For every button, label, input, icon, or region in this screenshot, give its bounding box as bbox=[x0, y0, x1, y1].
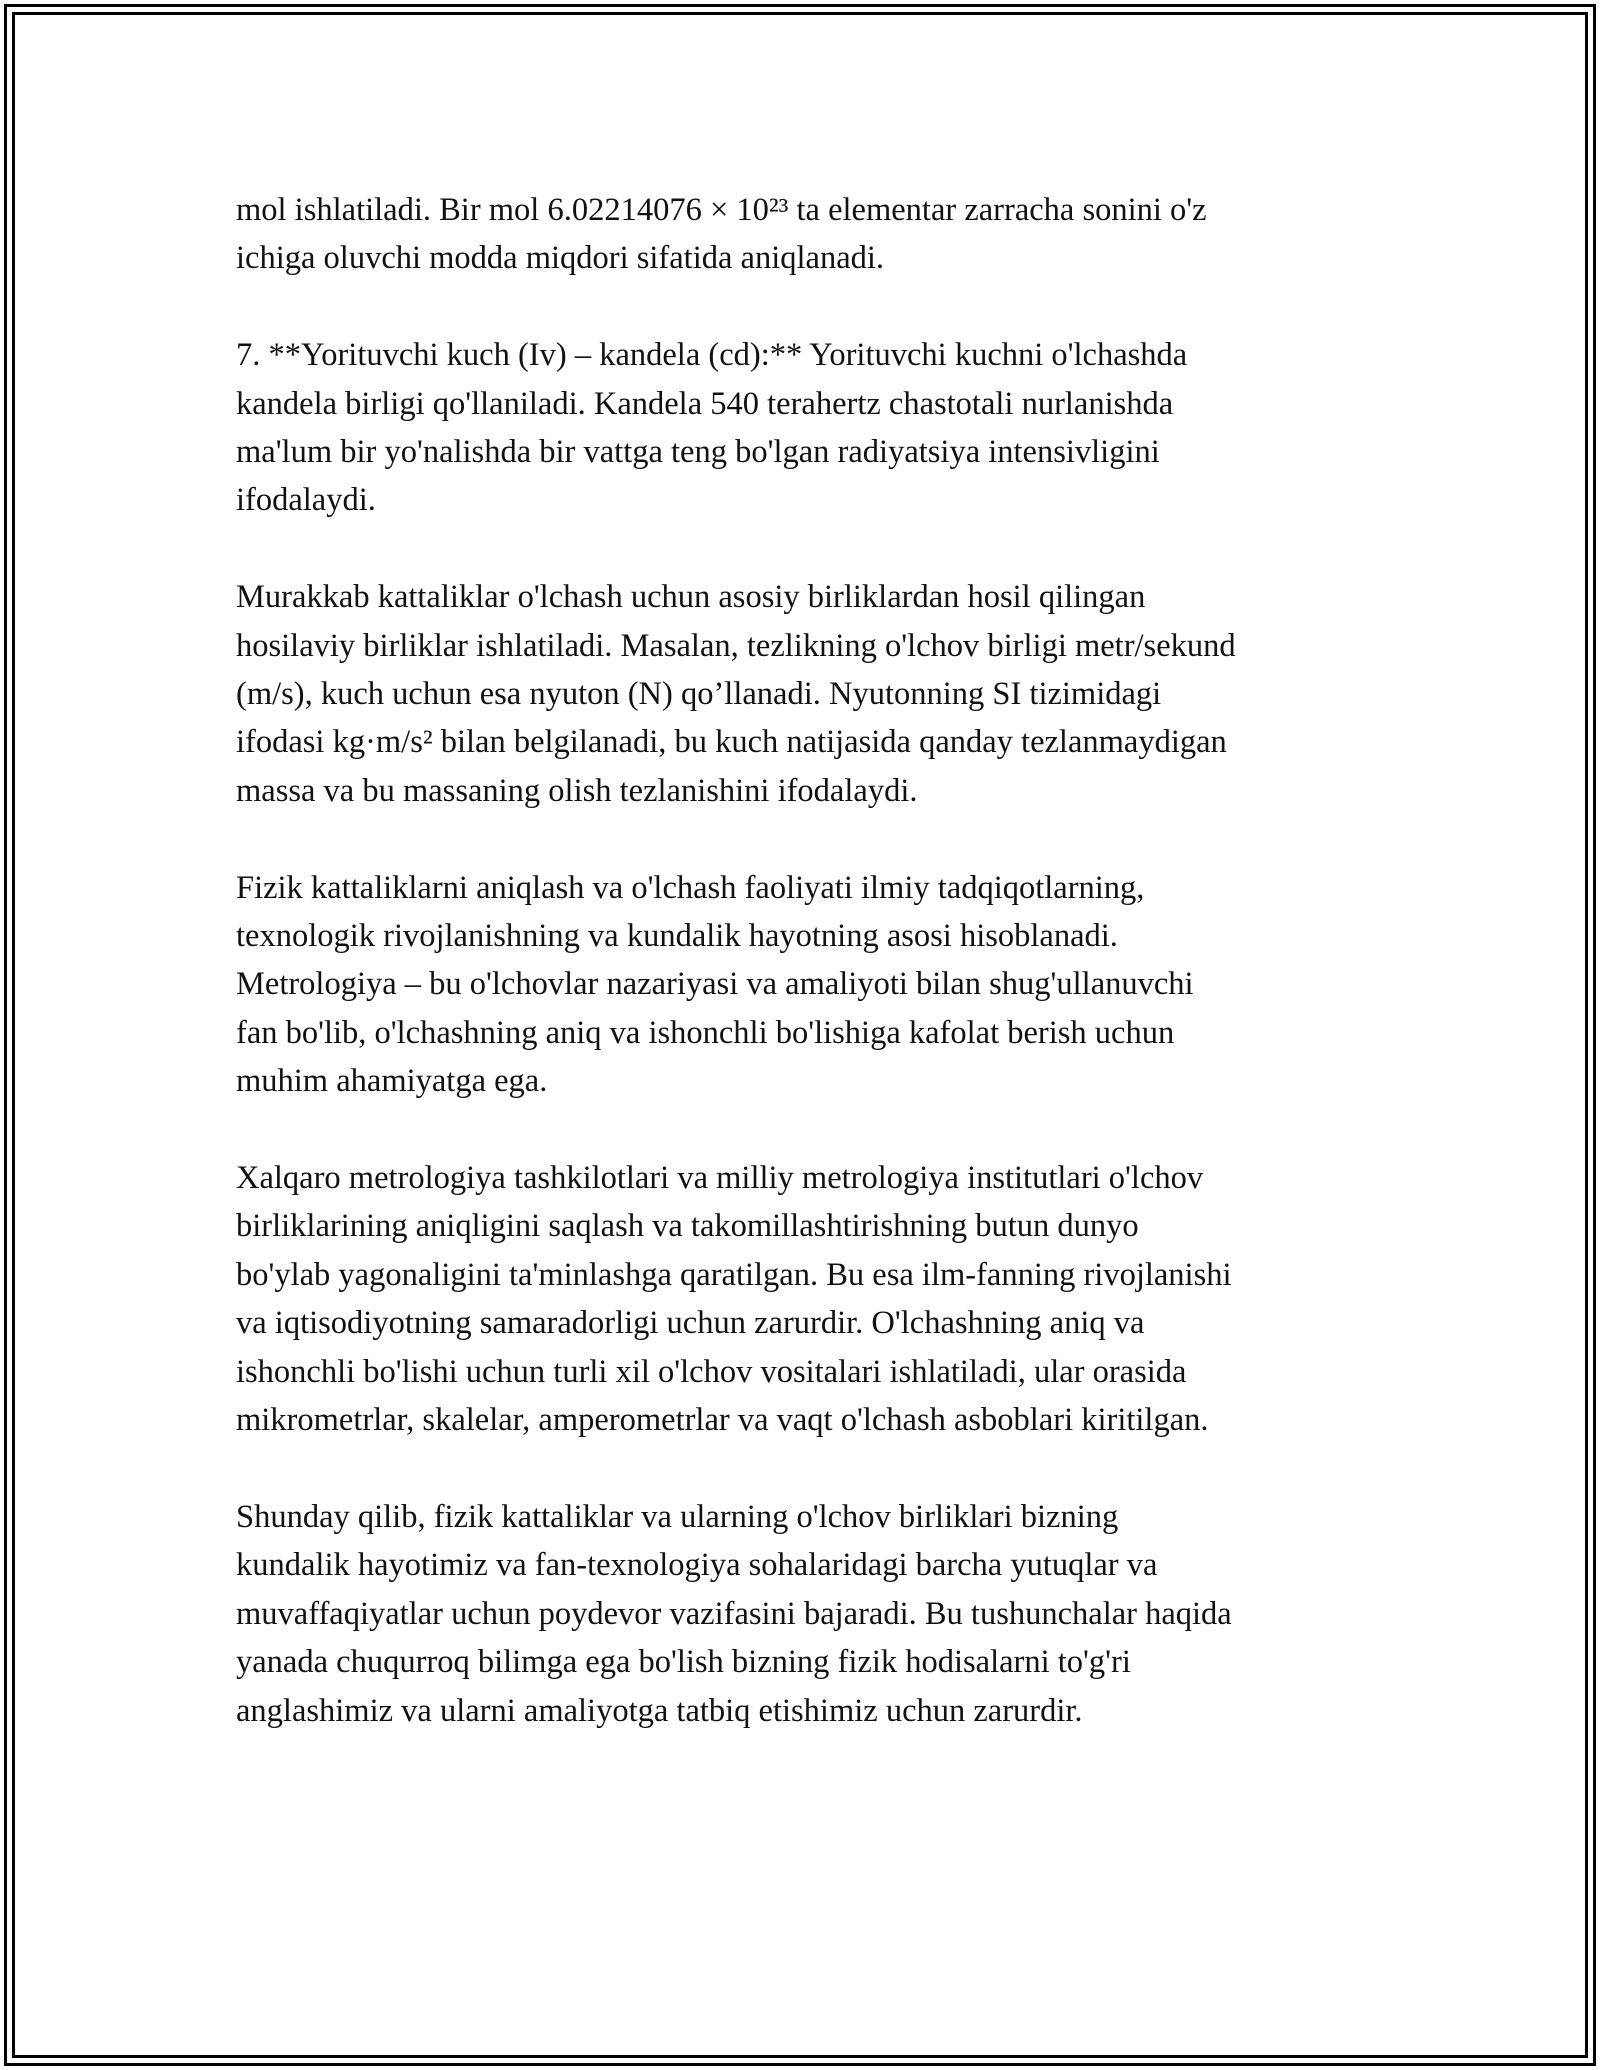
text-line: anglashimiz va ularni amaliyotga tatbiq etishimiz uchun zarurdir. bbox=[236, 1692, 1083, 1729]
text-line: kundalik hayotimiz va fan-texnologiya sohalaridagi barcha yutuqlar va bbox=[236, 1547, 1158, 1584]
text-line: (m/s), kuch uchun esa nyuton (N) qo’llanadi. Nyutonning SI tizimidagi bbox=[236, 676, 1162, 713]
text-line: massa va bu massaning olish tezlanishini ifodalaydi. bbox=[236, 772, 918, 809]
text-line: ma'lum bir yo'nalishda bir vattga teng bo'lgan radiyatsiya intensivligini bbox=[236, 434, 1160, 471]
document-body bbox=[236, 186, 1386, 1783]
text-line: ichiga oluvchi modda miqdori sifatida aniqlanadi. bbox=[236, 240, 885, 277]
text-line: texnologik rivojlanishning va kundalik hayotning asosi hisoblanadi. bbox=[236, 918, 1118, 955]
text-line: Xalqaro metrologiya tashkilotlari va milliy metrologiya institutlari o'lchov bbox=[236, 1160, 1204, 1197]
paragraph-xalqaro-metrologiya bbox=[236, 1154, 1386, 1444]
text-line: 7. **Yorituvchi kuch (Iv) – kandela (cd):** Yorituvchi kuchni o'lchashda bbox=[236, 337, 1188, 374]
text-line: ifodalaydi. bbox=[236, 482, 376, 519]
text-line: va iqtisodiyotning samaradorligi uchun zarurdir. O'lchashning aniq va bbox=[236, 1305, 1145, 1342]
text-line: mol ishlatiladi. Bir mol 6.02214076 × 10²³ ta elementar zarracha sonini o'z bbox=[236, 192, 1207, 228]
text-line: fan bo'lib, o'lchashning aniq va ishonchli bo'lishiga kafolat berish uchun bbox=[236, 1014, 1175, 1051]
paragraph-kandela bbox=[236, 331, 1386, 525]
text-line: muhim ahamiyatga ega. bbox=[236, 1063, 548, 1100]
text-line: Fizik kattaliklarni aniqlash va o'lchash faoliyati ilmiy tadqiqotlarning, bbox=[236, 869, 1145, 906]
text-line: yanada chuqurroq bilimga ega bo'lish bizning fizik hodisalarni to'g'ri bbox=[236, 1644, 1131, 1681]
paragraph-mol bbox=[236, 186, 1386, 283]
text-line: mikrometrlar, skalelar, amperometrlar va vaqt o'lchash asboblari kiritilgan. bbox=[236, 1402, 1209, 1439]
text-line: ifodasi kg·m/s² bilan belgilanadi, bu kuch natijasida qanday tezlanmaydigan bbox=[236, 724, 1227, 761]
text-line: hosilaviy birliklar ishlatiladi. Masalan, tezlikning o'lchov birligi metr/sekund bbox=[236, 627, 1236, 664]
text-line: muvaffaqiyatlar uchun poydevor vazifasini bajaradi. Bu tushunchalar haqida bbox=[236, 1595, 1232, 1632]
text-line: kandela birligi qo'llaniladi. Kandela 540 terahertz chastotali nurlanishda bbox=[236, 385, 1174, 422]
text-line: birliklarining aniqligini saqlash va takomillashtirishning butun dunyo bbox=[236, 1208, 1139, 1245]
paragraph-hosilaviy-birliklar bbox=[236, 573, 1386, 815]
text-line: Murakkab kattaliklar o'lchash uchun asosiy birliklardan hosil qilingan bbox=[236, 579, 1146, 616]
text-line: ishonchli bo'lishi uchun turli xil o'lchov vositalari ishlatiladi, ular orasida bbox=[236, 1353, 1187, 1390]
paragraph-metrologiya bbox=[236, 864, 1386, 1106]
text-line: Metrologiya – bu o'lchovlar nazariyasi va amaliyoti bilan shug'ullanuvchi bbox=[236, 966, 1194, 1003]
paragraph-xulosa bbox=[236, 1493, 1386, 1735]
text-line: bo'ylab yagonaligini ta'minlashga qaratilgan. Bu esa ilm-fanning rivojlanishi bbox=[236, 1256, 1232, 1293]
text-line: Shunday qilib, fizik kattaliklar va ularning o'lchov birliklari bizning bbox=[236, 1498, 1119, 1535]
